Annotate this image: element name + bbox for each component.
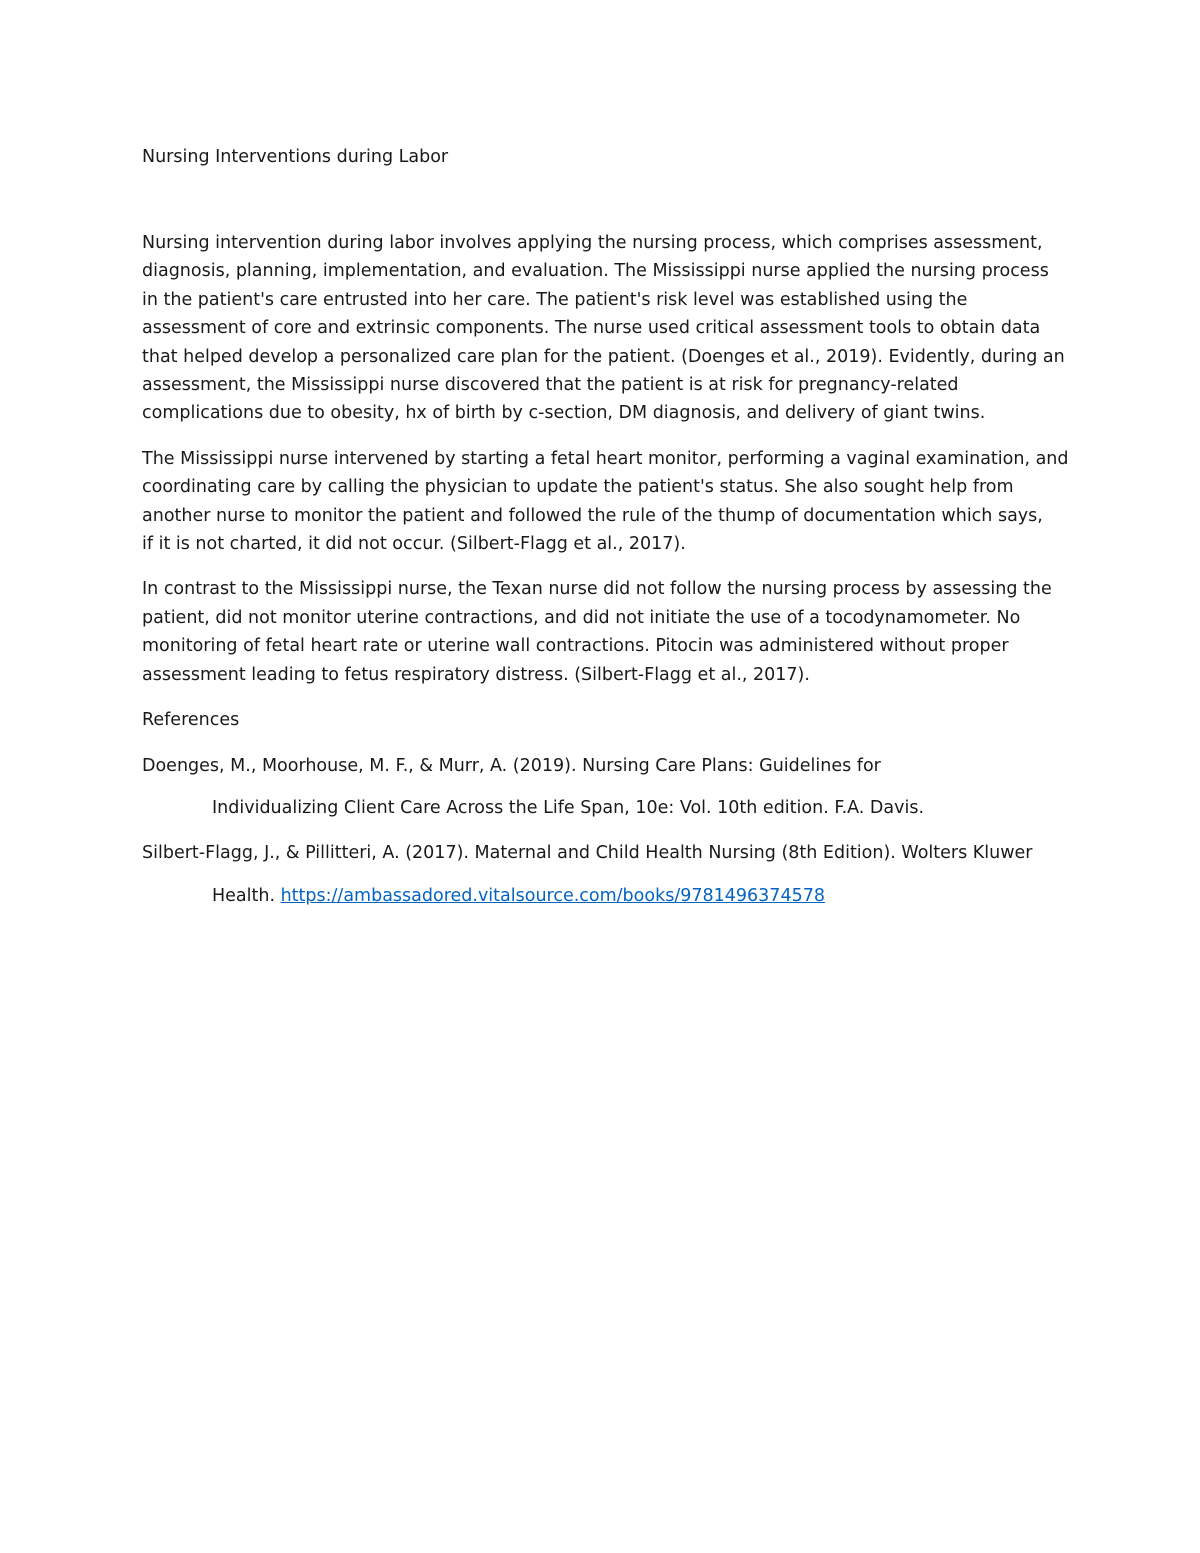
paragraph-1: [142, 229, 1065, 428]
paragraph-line: if it is not charted, it did not occur. (Silbert-Flagg et al., 2017).: [142, 534, 686, 555]
paragraph-line: that helped develop a personalized care plan for the patient. (Doenges et al., 2019). Evidently, during an: [142, 346, 1065, 367]
reference-entry-doenges: [142, 752, 1062, 823]
paragraph-line: assessment leading to fetus respiratory distress. (Silbert-Flagg et al., 2017).: [142, 664, 810, 685]
paragraph-line: In contrast to the Mississippi nurse, the Texan nurse did not follow the nursing process by assessing the: [142, 579, 1052, 600]
paragraph-line: diagnosis, planning, implementation, and evaluation. The Mississippi nurse applied the nursing process: [142, 261, 1049, 282]
paragraph-line: in the patient's care entrusted into her care. The patient's risk level was established using the: [142, 289, 968, 310]
paragraph-line: monitoring of fetal heart rate or uterine wall contractions. Pitocin was administered without proper: [142, 636, 1009, 657]
document-body: [142, 229, 1069, 927]
paragraph-2: [142, 445, 1069, 559]
reference-entry-silbert-flagg: [142, 839, 1062, 910]
paragraph-line: complications due to obesity, hx of birth by c-section, DM diagnosis, and delivery of giant twins.: [142, 403, 986, 424]
reference-continuation: Health.: [212, 885, 281, 906]
references-heading: References: [142, 710, 240, 731]
paragraph-line: patient, did not monitor uterine contractions, and did not initiate the use of a tocodynamometer. No: [142, 607, 1021, 628]
document-title: Nursing Interventions during Labor: [142, 147, 449, 167]
paragraph-line: assessment of core and extrinsic components. The nurse used critical assessment tools to obtain data: [142, 318, 1041, 339]
reference-first-line: Silbert-Flagg, J., & Pillitteri, A. (2017). Maternal and Child Health Nursing (8th Edition). Wolters Kluwer: [142, 843, 1033, 864]
reference-continuation-wrap: [142, 882, 1062, 910]
paragraph-3: [142, 575, 1062, 689]
reference-first-line: Doenges, M., Moorhouse, M. F., & Murr, A. (2019). Nursing Care Plans: Guidelines for: [142, 755, 881, 776]
reference-link[interactable]: https://ambassadored.vitalsource.com/books/9781496374578: [280, 885, 825, 906]
paragraph-line: The Mississippi nurse intervened by starting a fetal heart monitor, performing a vaginal examination, and: [142, 448, 1069, 469]
reference-continuation: Individualizing Client Care Across the Life Span, 10e: Vol. 10th edition. F.A. Davis.: [212, 797, 925, 818]
paragraph-line: assessment, the Mississippi nurse discovered that the patient is at risk for pregnancy-related: [142, 375, 959, 396]
paragraph-line: coordinating care by calling the physician to update the patient's status. She also sought help from: [142, 477, 1014, 498]
paragraph-line: Nursing intervention during labor involves applying the nursing process, which comprises assessment,: [142, 233, 1043, 253]
paragraph-line: another nurse to monitor the patient and followed the rule of the thump of documentation which says,: [142, 505, 1043, 526]
